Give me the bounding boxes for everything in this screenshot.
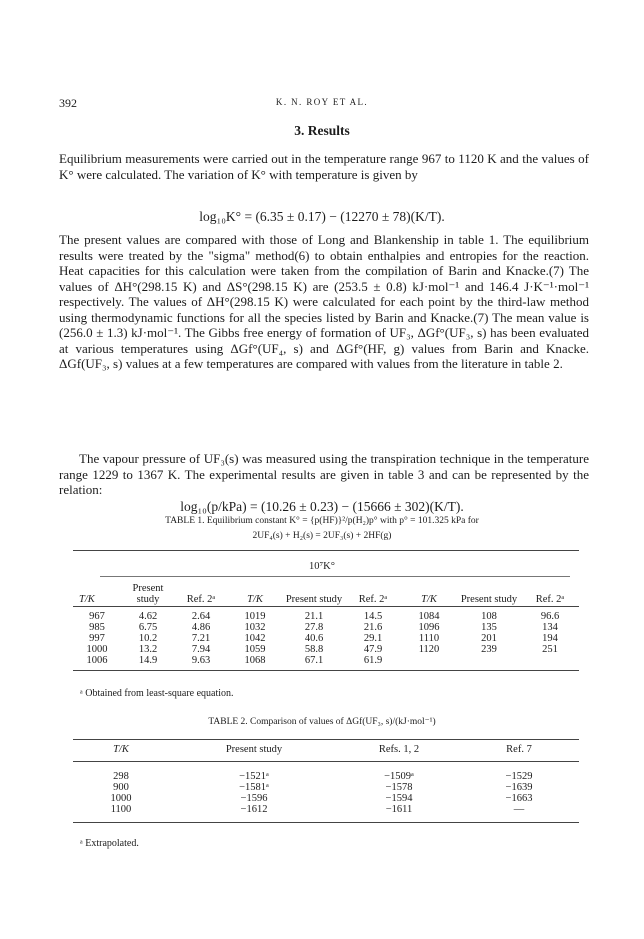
table-cell: 67.1: [304, 655, 324, 666]
table-cell: [457, 655, 521, 666]
table-cell: 29.1: [363, 633, 383, 644]
table-cell: 14.5: [363, 611, 383, 622]
table-cell: −1594: [385, 793, 413, 804]
table1-spanner: 10⁷K°: [309, 561, 335, 572]
table-cell: 1042: [244, 633, 266, 644]
page-number: 392: [59, 96, 77, 110]
paragraph-1: Equilibrium measurements were carried out in the temperature range 967 to 1120 K and the values of K° were calculated. The variation of K° with temperature is given by: [59, 151, 589, 182]
table-cell: 997: [89, 633, 105, 644]
table1-spanner-rule: [100, 576, 570, 577]
section-title: 3. Results: [294, 123, 350, 138]
table1-header-present: Present study: [460, 594, 518, 605]
table-cell: 967: [89, 611, 105, 622]
table1-header-rule: [73, 606, 579, 607]
table-cell: 1059: [244, 644, 266, 655]
table-cell: 2.64: [191, 611, 211, 622]
table-cell: 1000: [86, 644, 108, 655]
table-row: [73, 622, 579, 633]
table-cell: −1663: [505, 793, 533, 804]
table-cell: 1120: [418, 644, 440, 655]
table1-header-ref2: Ref. 2ᵃ: [535, 594, 565, 605]
table-row: [73, 804, 579, 815]
table-row: [73, 771, 579, 782]
table-cell: 96.6: [540, 611, 560, 622]
table-cell: −1529: [505, 771, 533, 782]
table-cell: 40.6: [304, 633, 324, 644]
table-cell: 4.86: [191, 622, 211, 633]
table-cell: 134: [542, 622, 558, 633]
table-cell: 1032: [244, 622, 266, 633]
table-cell: 239: [481, 644, 497, 655]
table-cell: 27.8: [304, 622, 324, 633]
table-cell: 1000: [110, 793, 132, 804]
table-cell: 14.9: [138, 655, 158, 666]
table1-header-tk: T/K: [79, 594, 95, 605]
table-row: [73, 611, 579, 622]
table2-bottom-rule: [73, 822, 579, 823]
table-cell: 13.2: [138, 644, 158, 655]
table-cell: 7.94: [191, 644, 211, 655]
table-cell: 1019: [244, 611, 266, 622]
table1-header-ref2: Ref. 2ᵃ: [358, 594, 388, 605]
table-cell: 201: [481, 633, 497, 644]
table-cell: 298: [113, 771, 129, 782]
table-cell: 1100: [110, 804, 132, 815]
table2-body: [73, 771, 579, 815]
table-cell: 135: [481, 622, 497, 633]
table1-header-tk: T/K: [247, 594, 263, 605]
table-cell: 7.21: [191, 633, 211, 644]
table1-top-rule: [73, 550, 579, 551]
table-cell: 21.6: [363, 622, 383, 633]
paragraph-2: The present values are compared with those of Long and Blankenship in table 1. The equilibrium results were treated by the "sigma" method(6) to obtain enthalpies and entropies for the reaction. Heat capacities for this calculation were taken from the compilation of Barin and Knacke.(7) The values of ΔH°(298.15 K) and ΔS°(298.15 K) are (253.5 ± 0.8) kJ·mol⁻¹ and 146.4 J·K⁻¹·mol⁻¹ respectively. The values of ΔH°(298.15 K) were calculated for each point by the third-law method using thermodynamic functions for all the species listed by Barin and Knacke.(7) The mean value is (256.0 ± 1.3) kJ·mol⁻¹. The Gibbs free energy of formation of UF₃, ΔGf°(UF₃, s) has been evaluated at various temperatures using ΔGf°(UF₄, s) and ΔGf°(HF, g) values from Barin and Knacke. ΔGf(UF₃, s) values at a few temperatures are compared with values from the literature in table 2.: [59, 232, 589, 371]
table1-footnote: ᵃ Obtained from least-square equation.: [80, 688, 234, 699]
table2-header-rule: [73, 761, 579, 762]
table-cell: 900: [113, 782, 129, 793]
table-cell: −1612: [240, 804, 268, 815]
table2-footnote: ᵃ Extrapolated.: [80, 838, 139, 849]
table2-header-refs12: Refs. 1, 2: [378, 744, 420, 755]
table-row: [73, 644, 579, 655]
table-row: [73, 793, 579, 804]
table-cell: 1084: [418, 611, 440, 622]
table-cell: −1611: [385, 804, 413, 815]
table-cell: −1509ᵃ: [384, 771, 414, 782]
table-cell: —: [513, 804, 525, 815]
table2-header-present: Present study: [225, 744, 283, 755]
table-cell: 1068: [244, 655, 266, 666]
table-cell: 61.9: [363, 655, 383, 666]
table-cell: [401, 655, 457, 666]
table1-body: [73, 611, 579, 666]
table-cell: −1521ᵃ: [239, 771, 269, 782]
table-row: [73, 782, 579, 793]
table2-head: [73, 744, 579, 755]
table-cell: 6.75: [138, 622, 158, 633]
table-cell: 10.2: [138, 633, 158, 644]
table1-reaction: 2UF₄(s) + H₂(s) = 2UF₃(s) + 2HF(g): [252, 531, 392, 541]
table-cell: 108: [481, 611, 497, 622]
table1-header-present: Present study: [285, 594, 343, 605]
running-header-authors: K. N. ROY ET AL.: [275, 97, 369, 107]
table1-header-ref2: Ref. 2ᵃ: [186, 594, 216, 605]
equation-vapour-pressure: log₁₀(p/kPa) = (10.26 ± 0.23) − (15666 ± 302)(K/T).: [180, 499, 464, 514]
table-cell: [521, 655, 579, 666]
table2-header-row: [73, 744, 579, 755]
table-cell: 58.8: [304, 644, 324, 655]
table1-caption: TABLE 1. Equilibrium constant K° = {p(HF)}²/p(H₂)p° with p° = 101.325 kPa for: [165, 516, 479, 526]
paragraph-3: The vapour pressure of UF₃(s) was measured using the transpiration technique in the temperature range 1229 to 1367 K. The experimental results are given in table 3 and can be represented by the relation:: [59, 451, 589, 497]
table-cell: −1596: [240, 793, 268, 804]
table-cell: 985: [89, 622, 105, 633]
table-cell: 9.63: [191, 655, 211, 666]
equation-equilibrium: log₁₀K° = (6.35 ± 0.17) − (12270 ± 78)(K/T).: [199, 209, 445, 224]
table-cell: 1096: [418, 622, 440, 633]
table-cell: 251: [542, 644, 558, 655]
table-cell: 194: [542, 633, 558, 644]
table-row: [73, 655, 579, 666]
table-cell: 47.9: [363, 644, 383, 655]
table2-header-ref7: Ref. 7: [506, 744, 532, 755]
table1: [73, 583, 579, 605]
table-row: [73, 633, 579, 644]
table-cell: −1639: [505, 782, 533, 793]
table1-header-present: Present study: [132, 583, 164, 605]
table-cell: 1110: [418, 633, 440, 644]
table-cell: 21.1: [304, 611, 324, 622]
table2-top-rule: [73, 739, 579, 740]
table-cell: 4.62: [138, 611, 158, 622]
table2-caption: TABLE 2. Comparison of values of ΔGf(UF₃, s)/(kJ·mol⁻¹): [208, 717, 436, 727]
table1-header-row: [73, 583, 579, 605]
table-cell: −1581ᵃ: [239, 782, 269, 793]
table2-header-tk: T/K: [113, 744, 129, 755]
table-cell: 1006: [86, 655, 108, 666]
table1-bottom-rule: [73, 670, 579, 671]
table-cell: −1578: [385, 782, 413, 793]
table1-header-tk: T/K: [421, 594, 437, 605]
